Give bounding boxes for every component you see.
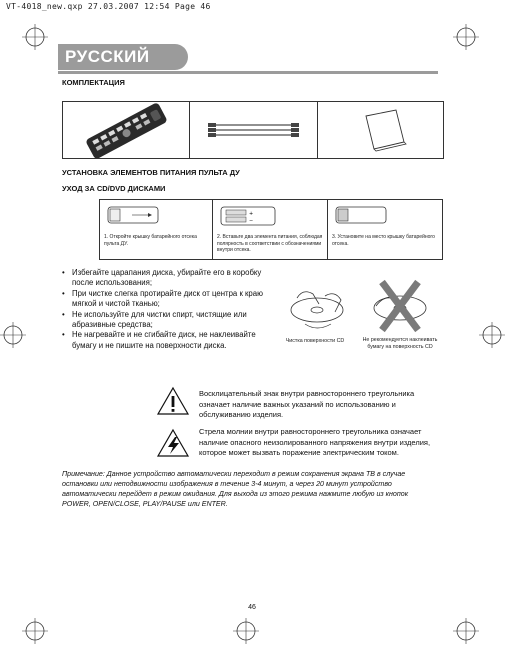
battery-step-2-text: 2. Вставьте два элемента питания, соблюдая полярность в соответствии с обозначениями внутри отсека. xyxy=(217,234,323,254)
printer-slug: VT-4018_new.qxp 27.03.2007 12:54 Page 46 xyxy=(6,2,211,11)
manual-booklet-icon xyxy=(318,102,443,158)
contents-cell-remote xyxy=(63,102,190,158)
banner-rule xyxy=(58,71,438,74)
registration-mark-top-left xyxy=(22,24,48,50)
exclamation-triangle-icon xyxy=(156,386,190,416)
section-title-contents: КОМПЛЕКТАЦИЯ xyxy=(62,78,125,87)
registration-mark-top-right xyxy=(453,24,479,50)
contents-box xyxy=(62,101,444,159)
svg-text:+: + xyxy=(249,211,254,217)
svg-text:−: − xyxy=(249,218,254,224)
page-number: 46 xyxy=(248,604,256,611)
caption-cleaning: Чистка поверхности CD xyxy=(285,338,345,344)
battery-insert-icon xyxy=(217,203,281,229)
list-item: • Не используйте для чистки спирт, чистящие или абразивные средства; xyxy=(62,310,277,331)
battery-step-3 xyxy=(328,200,442,259)
list-item: • При чистке слегка протирайте диск от центра к краю мягкой и чистой тканью; xyxy=(62,289,277,310)
section-title-disc-care: УХОД ЗА CD/DVD ДИСКАМИ xyxy=(62,184,166,193)
battery-step-2 xyxy=(213,200,328,259)
disc-care-list xyxy=(62,268,277,351)
language-banner xyxy=(58,44,188,70)
registration-mark-bottom-center xyxy=(233,618,259,644)
registration-mark-mid-right xyxy=(479,322,505,348)
remote-back-open-icon xyxy=(104,203,164,227)
registration-mark-mid-left xyxy=(0,322,26,348)
warning-exclamation-text: Восклицательный знак внутри равностороннего треугольника означает наличие важных указаний по использованию и обслуживанию изделия. xyxy=(199,389,415,419)
caption-no-paper: Не рекомендуется наклеивать бумагу на поверхность CD xyxy=(362,337,438,350)
av-cable-icon xyxy=(190,102,317,158)
remote-back-closed-icon xyxy=(332,203,392,227)
lightning-triangle-icon xyxy=(156,428,190,458)
battery-step-1-text: 1. Откройте крышку батарейного отсека пульта ДУ. xyxy=(104,234,197,247)
registration-mark-bottom-left xyxy=(22,618,48,644)
disc-cleaning-illustration xyxy=(285,280,349,334)
registration-mark-bottom-right xyxy=(453,618,479,644)
battery-steps-box xyxy=(99,199,443,260)
language-banner-label: РУССКИЙ xyxy=(65,47,150,66)
remote-control-icon xyxy=(63,102,189,158)
list-item: • Не нагревайте и не сгибайте диск, не наклеивайте бумагу и не пишите на поверхности диска. xyxy=(62,330,277,351)
warning-lightning-text: Стрела молнии внутри равностороннего треугольника означает наличие опасного неизолированного напряжения внутри изделия, которое может вызвать поражение электрическим током. xyxy=(199,427,431,457)
contents-cell-av-cable xyxy=(190,102,318,158)
list-item: • Избегайте царапания диска, убирайте его в коробку после использования; xyxy=(62,268,277,289)
standby-note: Примечание: Данное устройство автоматически переходит в режим сохранения экрана ТВ в случае остановки или неподвижности изображения в течение 3-4 минут, а через 20 минут устройство автоматически перейдет в режим ожидания. Для выхода из этого режима нажмите любую из кнопок POWER, OPEN/CLOSE, PLAY/PAUSE или ENTER. xyxy=(62,470,409,508)
battery-step-1 xyxy=(100,200,213,259)
battery-step-3-text: 3. Установите на место крышку батарейного отсека. xyxy=(332,234,435,247)
contents-cell-manual xyxy=(318,102,443,158)
section-title-battery: УСТАНОВКА ЭЛЕМЕНТОВ ПИТАНИЯ ПУЛЬТА ДУ xyxy=(62,168,240,177)
disc-no-paper-illustration xyxy=(368,276,432,334)
